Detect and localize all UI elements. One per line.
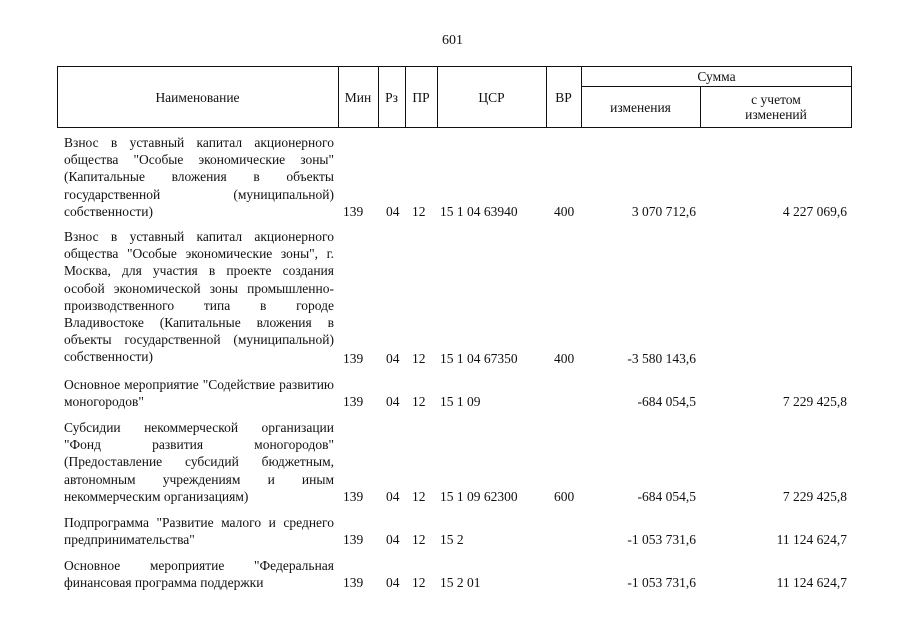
row-name: Основное мероприятие "Федеральная финансовая программа поддержки (64, 558, 334, 591)
row-total: 7 229 425,8 (782, 394, 847, 409)
row-rz: 04 (386, 489, 400, 504)
row-vr: 400 (554, 204, 575, 219)
table-row (0, 228, 905, 367)
row-name: Основное мероприятие "Содействие развитию моногородов" (64, 377, 334, 410)
row-pr: 12 (412, 489, 426, 504)
header-min: Мин (344, 89, 372, 105)
row-total: 7 229 425,8 (782, 489, 847, 504)
header-with-changes: с учетом изменений (745, 92, 807, 122)
row-pr: 12 (412, 394, 426, 409)
row-csr: 15 2 01 (440, 575, 481, 590)
row-rz: 04 (386, 575, 400, 590)
row-name: Подпрограмма "Развитие малого и среднего предпринимательства" (64, 515, 334, 548)
row-changes: -1 053 731,6 (627, 575, 696, 590)
header-sum: Сумма (697, 68, 736, 84)
row-min: 139 (343, 394, 364, 409)
page-number: 601 (442, 33, 463, 48)
header-pr: ПР (412, 89, 430, 105)
header-vr: ВР (555, 89, 572, 105)
row-rz: 04 (386, 532, 400, 547)
header-rz: Рз (385, 89, 398, 105)
table-row (0, 376, 905, 410)
header-name: Наименование (155, 89, 240, 105)
row-pr: 12 (412, 351, 426, 366)
row-min: 139 (343, 532, 364, 547)
header-changes: изменения (610, 99, 671, 115)
row-changes: -1 053 731,6 (627, 532, 696, 547)
row-pr: 12 (412, 532, 426, 547)
row-name: Взнос в уставный капитал акционерного общества "Особые экономические зоны" (Капитальные вложения в объекты государственной (муниципальной) собственности) (64, 135, 334, 219)
row-total: 11 124 624,7 (776, 532, 847, 547)
row-rz: 04 (386, 394, 400, 409)
row-csr: 15 1 09 (440, 394, 481, 409)
table-row (0, 419, 905, 505)
table-body (0, 134, 905, 591)
row-changes: -684 054,5 (637, 394, 696, 409)
row-csr: 15 1 04 63940 (440, 204, 518, 219)
row-changes: 3 070 712,6 (631, 204, 696, 219)
row-csr: 15 1 04 67350 (440, 351, 518, 366)
row-vr: 400 (554, 351, 575, 366)
row-pr: 12 (412, 575, 426, 590)
row-changes: -3 580 143,6 (627, 351, 696, 366)
row-csr: 15 2 (440, 532, 464, 547)
row-pr: 12 (412, 204, 426, 219)
table-row (0, 134, 905, 220)
row-name: Субсидии некоммерческой организации "Фонд развития моногородов" (Предоставление субсидий бюджетным, автономным учреждениям и иным некоммерческим организациям) (64, 420, 334, 504)
row-min: 139 (343, 351, 364, 366)
row-min: 139 (343, 489, 364, 504)
row-vr: 600 (554, 489, 575, 504)
header-csr: ЦСР (478, 89, 505, 105)
row-min: 139 (343, 204, 364, 219)
row-total: 11 124 624,7 (776, 575, 847, 590)
table-row (0, 514, 905, 548)
row-rz: 04 (386, 204, 400, 219)
table-row (0, 557, 905, 591)
row-rz: 04 (386, 351, 400, 366)
row-total: 4 227 069,6 (782, 204, 847, 219)
row-csr: 15 1 09 62300 (440, 489, 518, 504)
row-min: 139 (343, 575, 364, 590)
row-changes: -684 054,5 (637, 489, 696, 504)
row-name: Взнос в уставный капитал акционерного общества "Особые экономические зоны", г. Москва, для участия в проекте создания особой экономической зоны промышленно-производственного типа в городе Владивостоке (Капитальные вложения в объекты государственной (муниципальной) собственности) (64, 229, 334, 365)
table-header (57, 66, 852, 128)
